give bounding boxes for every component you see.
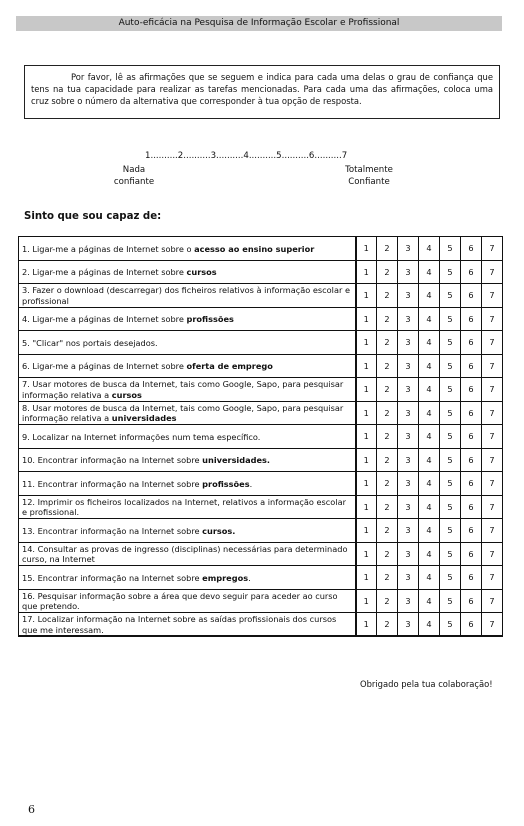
rating-option-2[interactable]: 2 xyxy=(377,260,398,284)
rating-option-5[interactable]: 5 xyxy=(440,613,461,637)
question-text-bold: cursos xyxy=(186,267,217,277)
rating-option-6[interactable]: 6 xyxy=(461,401,482,425)
question-text-plain: 15. Encontrar informação na Internet sobre xyxy=(22,572,203,583)
question-text-plain: 12. Imprimir os ficheiros localizados na Internet, relativos a informação escolar e profissional. xyxy=(22,496,346,518)
rating-option-4[interactable]: 4 xyxy=(419,354,440,378)
rating-option-7[interactable]: 7 xyxy=(482,542,503,566)
rating-option-3[interactable]: 3 xyxy=(398,472,419,496)
question-text-plain: 1. Ligar-me a páginas de Internet sobre o xyxy=(22,243,195,254)
rating-option-1[interactable]: 1 xyxy=(356,307,377,331)
rating-option-7[interactable]: 7 xyxy=(482,425,503,449)
rating-option-2[interactable]: 2 xyxy=(377,378,398,402)
rating-option-5[interactable]: 5 xyxy=(440,354,461,378)
question-text xyxy=(19,237,356,261)
rating-option-5[interactable]: 5 xyxy=(440,425,461,449)
rating-option-6[interactable]: 6 xyxy=(461,519,482,543)
rating-option-7[interactable]: 7 xyxy=(482,495,503,519)
rating-option-6[interactable]: 6 xyxy=(461,566,482,590)
rating-option-2[interactable]: 2 xyxy=(377,284,398,308)
rating-option-6[interactable]: 6 xyxy=(461,448,482,472)
rating-option-4[interactable]: 4 xyxy=(419,589,440,613)
rating-option-4[interactable]: 4 xyxy=(419,425,440,449)
rating-option-1[interactable]: 1 xyxy=(356,472,377,496)
question-text xyxy=(19,519,356,543)
rating-option-1[interactable]: 1 xyxy=(356,495,377,519)
rating-option-6[interactable]: 6 xyxy=(461,331,482,355)
rating-option-7[interactable]: 7 xyxy=(482,519,503,543)
question-text-plain: 7. Usar motores de busca da Internet, tais como Google, Sapo, para pesquisar informação relativa a xyxy=(22,379,344,400)
rating-option-7[interactable]: 7 xyxy=(482,284,503,308)
rating-option-4[interactable]: 4 xyxy=(419,284,440,308)
rating-option-4[interactable]: 4 xyxy=(419,378,440,402)
question-text-plain: 5. "Clicar" nos portais desejados. xyxy=(22,337,158,348)
rating-option-1[interactable]: 1 xyxy=(356,260,377,284)
rating-option-3[interactable]: 3 xyxy=(398,613,419,637)
rating-option-2[interactable]: 2 xyxy=(377,542,398,566)
rating-option-7[interactable]: 7 xyxy=(482,401,503,425)
question-text xyxy=(19,331,356,355)
rating-option-4[interactable]: 4 xyxy=(419,495,440,519)
question-row xyxy=(19,331,503,355)
section-title: Sinto que sou capaz de: xyxy=(24,211,162,222)
rating-option-5[interactable]: 5 xyxy=(440,519,461,543)
scale-right-label: Totalmente Confiante xyxy=(345,165,393,187)
rating-option-3[interactable]: 3 xyxy=(398,495,419,519)
question-text-plain: 16. Pesquisar informação sobre a área que devo seguir para aceder ao curso que pretendo. xyxy=(22,590,338,612)
question-text-bold: profissões xyxy=(202,478,250,489)
rating-option-3[interactable]: 3 xyxy=(398,284,419,308)
question-row xyxy=(19,401,503,425)
rating-option-2[interactable]: 2 xyxy=(377,425,398,449)
question-row xyxy=(19,566,503,590)
question-row xyxy=(19,472,503,496)
question-text xyxy=(19,284,356,308)
rating-option-1[interactable]: 1 xyxy=(356,401,377,425)
question-text-bold: profissões xyxy=(186,314,234,324)
rating-option-2[interactable]: 2 xyxy=(377,307,398,331)
rating-option-6[interactable]: 6 xyxy=(461,307,482,331)
rating-option-7[interactable]: 7 xyxy=(482,613,503,637)
rating-option-6[interactable]: 6 xyxy=(461,425,482,449)
rating-option-6[interactable]: 6 xyxy=(461,260,482,284)
rating-option-5[interactable]: 5 xyxy=(440,260,461,284)
rating-option-2[interactable]: 2 xyxy=(377,354,398,378)
question-text-plain: 9. Localizar na Internet informações num tema específico. xyxy=(22,431,261,442)
question-text-suffix: . xyxy=(248,572,251,583)
question-text xyxy=(19,566,356,590)
rating-option-5[interactable]: 5 xyxy=(440,472,461,496)
question-text xyxy=(19,307,356,331)
rating-option-7[interactable]: 7 xyxy=(482,378,503,402)
rating-option-5[interactable]: 5 xyxy=(440,542,461,566)
rating-option-6[interactable]: 6 xyxy=(461,542,482,566)
page-header: Auto-eficácia na Pesquisa de Informação Escolar e Profissional xyxy=(16,16,502,31)
rating-option-6[interactable]: 6 xyxy=(461,589,482,613)
rating-option-4[interactable]: 4 xyxy=(419,472,440,496)
rating-option-7[interactable]: 7 xyxy=(482,354,503,378)
rating-option-3[interactable]: 3 xyxy=(398,448,419,472)
thanks-message: Obrigado pela tua colaboração! xyxy=(360,679,493,689)
question-text-plain: 10. Encontrar informação na Internet sobre xyxy=(22,455,203,465)
question-text xyxy=(19,495,356,519)
question-text-bold: universidades xyxy=(111,413,177,424)
question-text xyxy=(19,425,356,449)
rating-option-5[interactable]: 5 xyxy=(440,589,461,613)
rating-option-6[interactable]: 6 xyxy=(461,284,482,308)
question-row xyxy=(19,542,503,566)
rating-option-1[interactable]: 1 xyxy=(356,566,377,590)
rating-option-3[interactable]: 3 xyxy=(398,354,419,378)
page-number: 6 xyxy=(28,803,35,816)
rating-option-5[interactable]: 5 xyxy=(440,284,461,308)
rating-option-2[interactable]: 2 xyxy=(377,613,398,637)
rating-option-4[interactable]: 4 xyxy=(419,519,440,543)
question-text-bold: universidades. xyxy=(202,455,271,465)
rating-option-1[interactable]: 1 xyxy=(356,589,377,613)
question-text-plain: 11. Encontrar informação na Internet sobre xyxy=(22,478,203,489)
question-text xyxy=(19,448,356,472)
rating-option-3[interactable]: 3 xyxy=(398,260,419,284)
rating-option-5[interactable]: 5 xyxy=(440,237,461,261)
rating-option-7[interactable]: 7 xyxy=(482,589,503,613)
rating-option-4[interactable]: 4 xyxy=(419,613,440,637)
question-row xyxy=(19,378,503,402)
question-text xyxy=(19,260,356,284)
rating-option-3[interactable]: 3 xyxy=(398,237,419,261)
question-text-plain: 6. Ligar-me a páginas de Internet sobre xyxy=(22,361,187,371)
question-text xyxy=(19,378,356,402)
rating-option-1[interactable]: 1 xyxy=(356,237,377,261)
rating-option-5[interactable]: 5 xyxy=(440,307,461,331)
rating-option-2[interactable]: 2 xyxy=(377,331,398,355)
rating-option-3[interactable]: 3 xyxy=(398,425,419,449)
rating-option-5[interactable]: 5 xyxy=(440,448,461,472)
question-text-plain: 4. Ligar-me a páginas de Internet sobre xyxy=(22,314,187,324)
question-row xyxy=(19,425,503,449)
rating-option-4[interactable]: 4 xyxy=(419,401,440,425)
question-text-bold: cursos. xyxy=(202,525,236,536)
rating-option-3[interactable]: 3 xyxy=(398,331,419,355)
rating-option-1[interactable]: 1 xyxy=(356,542,377,566)
rating-option-7[interactable]: 7 xyxy=(482,472,503,496)
scale-left-label: Nada confiante xyxy=(113,165,155,187)
rating-option-2[interactable]: 2 xyxy=(377,448,398,472)
question-row xyxy=(19,613,503,637)
question-text xyxy=(19,589,356,613)
rating-option-6[interactable]: 6 xyxy=(461,354,482,378)
rating-option-7[interactable]: 7 xyxy=(482,260,503,284)
question-text-plain: 14. Consultar as provas de ingresso (disciplinas) necessárias para determinado curso, na Internet xyxy=(22,543,348,565)
rating-option-3[interactable]: 3 xyxy=(398,542,419,566)
rating-option-1[interactable]: 1 xyxy=(356,425,377,449)
rating-option-1[interactable]: 1 xyxy=(356,378,377,402)
questionnaire-table xyxy=(18,236,503,637)
instructions-box: Por favor, lê as afirmações que se seguem e indica para cada uma delas o grau de confiança que tens na tua capacidade para realizar as tarefas mencionadas. Para cada uma das afirmações, coloca uma cruz sobre o número da alternativa que corresponder à tua opção de resposta. xyxy=(24,65,500,119)
rating-option-1[interactable]: 1 xyxy=(356,354,377,378)
rating-option-7[interactable]: 7 xyxy=(482,237,503,261)
rating-option-1[interactable]: 1 xyxy=(356,331,377,355)
rating-option-4[interactable]: 4 xyxy=(419,260,440,284)
rating-scale: 1..........2..........3..........4..........5..........6..........7 xyxy=(145,151,348,161)
rating-option-5[interactable]: 5 xyxy=(440,495,461,519)
rating-option-4[interactable]: 4 xyxy=(419,331,440,355)
question-text-bold: cursos xyxy=(111,389,142,400)
rating-option-1[interactable]: 1 xyxy=(356,448,377,472)
question-row xyxy=(19,237,503,261)
question-text-plain: 13. Encontrar informação na Internet sobre xyxy=(22,525,203,536)
question-row xyxy=(19,589,503,613)
question-row xyxy=(19,519,503,543)
question-row xyxy=(19,284,503,308)
question-text xyxy=(19,472,356,496)
question-text xyxy=(19,542,356,566)
question-text-plain: 2. Ligar-me a páginas de Internet sobre xyxy=(22,267,187,277)
question-row xyxy=(19,354,503,378)
question-text-plain: 8. Usar motores de busca da Internet, tais como Google, Sapo, para pesquisar informação relativa a xyxy=(22,402,344,424)
rating-option-4[interactable]: 4 xyxy=(419,542,440,566)
rating-option-6[interactable]: 6 xyxy=(461,495,482,519)
question-text xyxy=(19,401,356,425)
rating-option-3[interactable]: 3 xyxy=(398,566,419,590)
rating-option-2[interactable]: 2 xyxy=(377,401,398,425)
question-text xyxy=(19,613,356,637)
rating-option-6[interactable]: 6 xyxy=(461,613,482,637)
rating-option-4[interactable]: 4 xyxy=(419,448,440,472)
question-text-suffix: . xyxy=(249,478,253,489)
question-row xyxy=(19,448,503,472)
rating-option-2[interactable]: 2 xyxy=(377,472,398,496)
question-text-bold: acesso ao ensino superior xyxy=(194,243,315,254)
question-row xyxy=(19,260,503,284)
rating-option-3[interactable]: 3 xyxy=(398,401,419,425)
rating-option-7[interactable]: 7 xyxy=(482,307,503,331)
question-text xyxy=(19,354,356,378)
rating-option-5[interactable]: 5 xyxy=(440,401,461,425)
question-text-bold: empregos xyxy=(202,572,249,583)
rating-option-6[interactable]: 6 xyxy=(461,237,482,261)
rating-option-6[interactable]: 6 xyxy=(461,378,482,402)
rating-option-3[interactable]: 3 xyxy=(398,378,419,402)
rating-option-1[interactable]: 1 xyxy=(356,613,377,637)
question-row xyxy=(19,307,503,331)
rating-option-2[interactable]: 2 xyxy=(377,589,398,613)
question-row xyxy=(19,495,503,519)
rating-option-2[interactable]: 2 xyxy=(377,495,398,519)
rating-option-3[interactable]: 3 xyxy=(398,589,419,613)
rating-option-3[interactable]: 3 xyxy=(398,519,419,543)
rating-option-1[interactable]: 1 xyxy=(356,519,377,543)
question-text-plain: 17. Localizar informação na Internet sobre as saídas profissionais dos cursos que me interessam. xyxy=(22,614,337,635)
question-text-plain: 3. Fazer o download (descarregar) dos ficheiros relativos à informação escolar e profissional xyxy=(22,285,350,306)
rating-option-5[interactable]: 5 xyxy=(440,566,461,590)
rating-option-7[interactable]: 7 xyxy=(482,331,503,355)
rating-option-7[interactable]: 7 xyxy=(482,448,503,472)
rating-option-4[interactable]: 4 xyxy=(419,237,440,261)
rating-option-3[interactable]: 3 xyxy=(398,307,419,331)
rating-option-1[interactable]: 1 xyxy=(356,284,377,308)
rating-option-2[interactable]: 2 xyxy=(377,519,398,543)
rating-option-2[interactable]: 2 xyxy=(377,237,398,261)
rating-option-4[interactable]: 4 xyxy=(419,566,440,590)
rating-option-4[interactable]: 4 xyxy=(419,307,440,331)
rating-option-6[interactable]: 6 xyxy=(461,472,482,496)
rating-option-5[interactable]: 5 xyxy=(440,331,461,355)
rating-option-5[interactable]: 5 xyxy=(440,378,461,402)
question-text-bold: oferta de emprego xyxy=(186,361,273,371)
rating-option-2[interactable]: 2 xyxy=(377,566,398,590)
rating-option-7[interactable]: 7 xyxy=(482,566,503,590)
